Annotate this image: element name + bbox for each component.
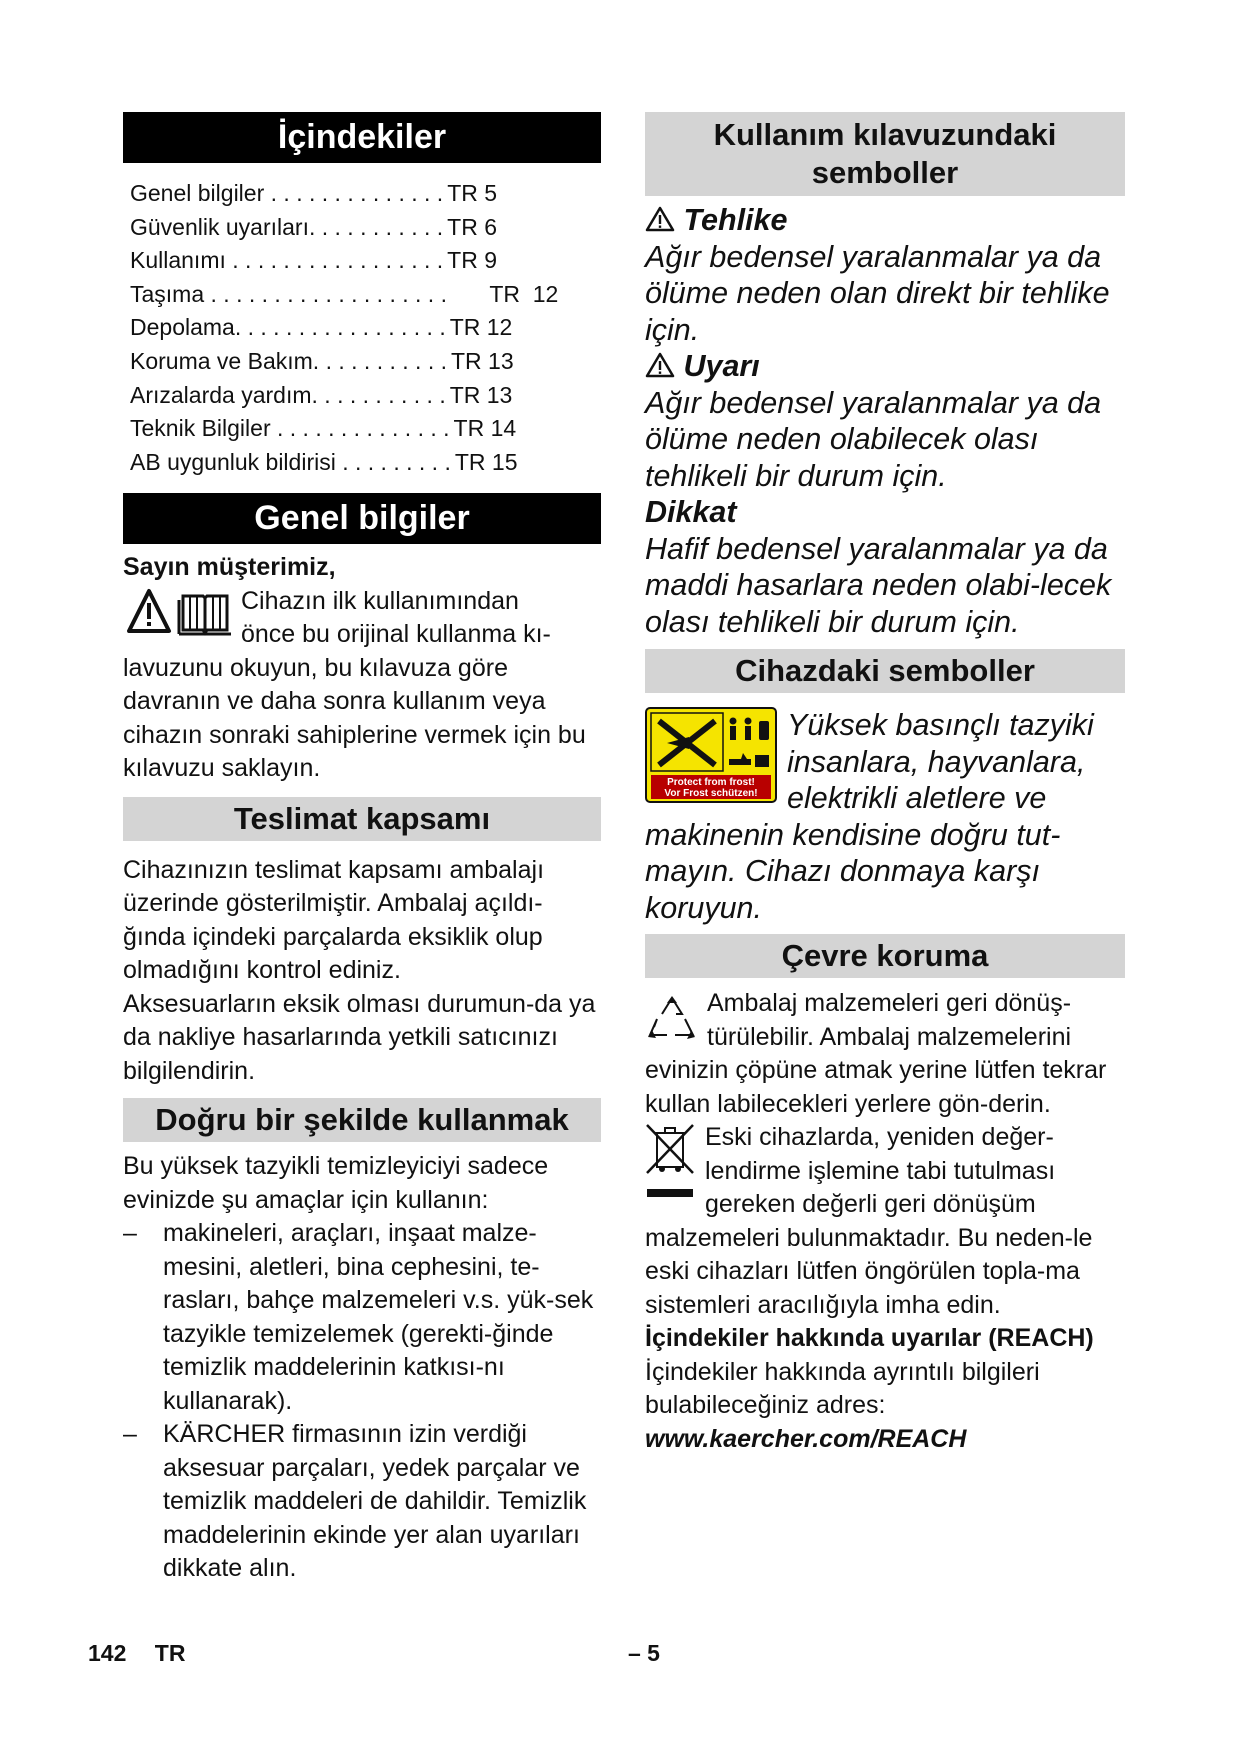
toc-entry [130, 311, 601, 345]
toc-entry-label: Taşıma [130, 280, 205, 307]
list-item-text: KÄRCHER firmasının izin verdiği aksesuar parçaları, yedek parçalar ve temizlik maddeleri de dahildir. Temizlik maddelerinin ekinde yer alan uyarıları dikkate alın. [163, 1420, 587, 1583]
environment-title: Çevre koruma [645, 934, 1125, 978]
toc-entry-page: TR 13 [451, 347, 514, 374]
toc-entry-dots: . . . . . . . . . . . [311, 381, 446, 408]
warning-label: Uyarı [683, 349, 760, 383]
right-column [645, 112, 1125, 1456]
toc-entry [130, 278, 601, 312]
list-dash: – [123, 1219, 137, 1248]
delivery-text-1: Cihazınızın teslimat kapsamı ambalajı üzerinde gösterilmiştir. Ambalaj açıldı-ğında içindeki parçalarda eksiklik olup olmadığını kontrol ediniz. [123, 855, 545, 985]
toc-entry-label: Arızalarda yardım [130, 381, 312, 408]
toc-entry [130, 345, 601, 379]
toc-entry-label: AB uygunluk bildirisi [130, 448, 336, 475]
salutation: Sayın müşterimiz, [123, 553, 336, 582]
toc-entry-label: Koruma ve Bakım [130, 347, 313, 374]
list-item [123, 1217, 601, 1418]
warning-text: Ağır bedensel yaralanmalar ya da ölüme neden olabilecek olası tehlikeli bir durum için. [645, 385, 1102, 493]
manual-symbols-title: Kullanım kılavuzundaki semboller [645, 112, 1125, 196]
list-item-text: makineleri, araçları, inşaat malze-mesini, aletleri, bina cephesini, te-rasları, bahçe malzemeleri v.s. yük-sek tazyikle temizelemek (gerekti-ğinde temizlik maddelerinin katkısı-nı kullanarak). [163, 1219, 594, 1415]
toc-entry-page: TR 6 [447, 213, 498, 240]
caution-label: Dikkat [645, 495, 737, 529]
danger-text: Ağır bedensel yaralanmalar ya da ölüme neden olan direkt bir tehlike için. [645, 239, 1110, 347]
toc-entry-dots: . . . . . . . . . . . [312, 347, 447, 374]
proper-use-intro: Bu yüksek tazyikli temizleyiciyi sadece evinizde şu amaçlar için kullanın: [123, 1152, 549, 1214]
toc-entry [130, 379, 601, 413]
toc-entry-page: TR 13 [449, 381, 513, 408]
toc-entry-page: TR 14 [453, 415, 517, 442]
general-title: Genel bilgiler [123, 493, 601, 544]
warning-triangle-icon [645, 349, 683, 383]
device-symbols-text: Yüksek basınçlı tazyiki insanlara, hayvanlara, elektrikli aletlere ve makinenin kendisine doğru tut-mayın. Cihazı donmaya karşı koruyun. [645, 708, 1094, 925]
environment-text-1: Ambalaj malzemeleri geri dönüş-türülebilir. Ambalaj malzemelerini evinizin çöpüne atmak yerine lütfen tekrar kullan labilecekleri yerlere gön-derin. [645, 989, 1107, 1118]
left-column [123, 112, 601, 1586]
toc-entry [130, 412, 601, 446]
warning-book-icon [127, 588, 231, 641]
general-line2: önce bu orijinal kullanma kı- [241, 620, 551, 649]
toc-entry-label: Depolama [130, 314, 235, 341]
language-code: TR [154, 1640, 186, 1666]
delivery-title: Teslimat kapsamı [123, 797, 601, 841]
danger-triangle-icon [645, 203, 683, 237]
general-intro [123, 585, 601, 786]
sticker-text-de: Vor Frost schützen! [664, 788, 758, 799]
toc-entry-label: Teknik Bilgiler [130, 415, 271, 442]
general-line1: Cihazın ilk kullanımından [241, 586, 519, 615]
toc-entry-label: Genel bilgiler [130, 180, 265, 206]
table-of-contents [130, 177, 601, 479]
toc-entry [130, 244, 601, 278]
toc-entry-dots: . . . . . . . . . [335, 448, 451, 475]
toc-entry [130, 211, 601, 245]
danger-heading [645, 202, 1125, 239]
toc-entry-page: TR 15 [454, 448, 518, 475]
environment-text-2: Eski cihazlarda, yeniden değer-lendirme işlemine tabi tutulması gereken değerli geri dönüşüm malzemeleri bulunmaktadır. Bu neden-le eski cihazları lütfen öngörülen topla-ma sistemleri aracılığıyla imha edin. [645, 1123, 1093, 1319]
environment-block-2 [645, 1121, 1125, 1322]
toc-entry-dots: . . . . . . . . . . . . . . [264, 180, 444, 206]
toc-entry-page: TR 9 [447, 247, 497, 274]
list-dash: – [123, 1420, 137, 1449]
toc-title: İçindekiler [123, 112, 601, 163]
sticker-text-en: Protect from frost! [667, 777, 755, 788]
toc-entry-page: TR 12 [489, 280, 559, 307]
delivery-text-2: Aksesuarların eksik olması durumun-da ya da nakliye hasarlarında yetkili satıcınızı bilgilendirin. [123, 989, 596, 1085]
footer-local-page: – 5 [628, 1640, 660, 1666]
list-item [123, 1418, 601, 1586]
reach-url-link[interactable]: www.kaercher.com/REACH [645, 1424, 967, 1453]
recycling-icon [645, 993, 699, 1052]
proper-use-title: Doğru bir şekilde kullanmak [123, 1098, 601, 1142]
toc-entry-dots: . . . . . . . . . . . [308, 213, 444, 240]
toc-entry-dots: . . . . . . . . . . . . . . . . . [234, 314, 446, 341]
toc-entry [130, 177, 601, 211]
toc-entry-dots: . . . . . . . . . . . . . . . . . . . [204, 280, 486, 307]
high-pressure-warning-sticker-icon [645, 707, 777, 808]
toc-entry-page: TR 12 [449, 314, 513, 341]
reach-text: İçindekiler hakkında ayrıntılı bilgileri bulabileceğiniz adres: [645, 1357, 1040, 1419]
danger-label: Tehlike [683, 203, 788, 237]
toc-entry [130, 446, 601, 480]
toc-entry-dots: . . . . . . . . . . . . . . [270, 415, 450, 442]
environment-block-1 [645, 987, 1125, 1121]
general-text: lavuzunu okuyun, bu kılavuza göre davranın ve daha sonra kullanım veya cihazın sonraki sahiplerine vermek için bu kılavuzu saklayın. [123, 653, 586, 783]
page-number: 142 [88, 1640, 127, 1666]
crossed-out-bin-icon [645, 1123, 695, 1212]
warning-heading [645, 348, 1125, 385]
toc-entry-label: Kullanımı [130, 247, 226, 274]
footer-page-number [88, 1640, 185, 1667]
toc-entry-dots: . . . . . . . . . . . . . . . . . [225, 247, 444, 274]
toc-entry-page: TR 5 [447, 180, 498, 206]
device-symbols-title: Cihazdaki semboller [645, 649, 1125, 693]
caution-text: Hafif bedensel yaralanmalar ya da maddi hasarlara neden olabi-lecek olası tehlikeli bir durum için. [645, 531, 1112, 639]
device-symbols-block [645, 707, 1125, 926]
toc-entry-label: Güvenlik uyarıları [130, 213, 309, 240]
reach-title: İçindekiler hakkında uyarılar (REACH) [645, 1324, 1094, 1352]
